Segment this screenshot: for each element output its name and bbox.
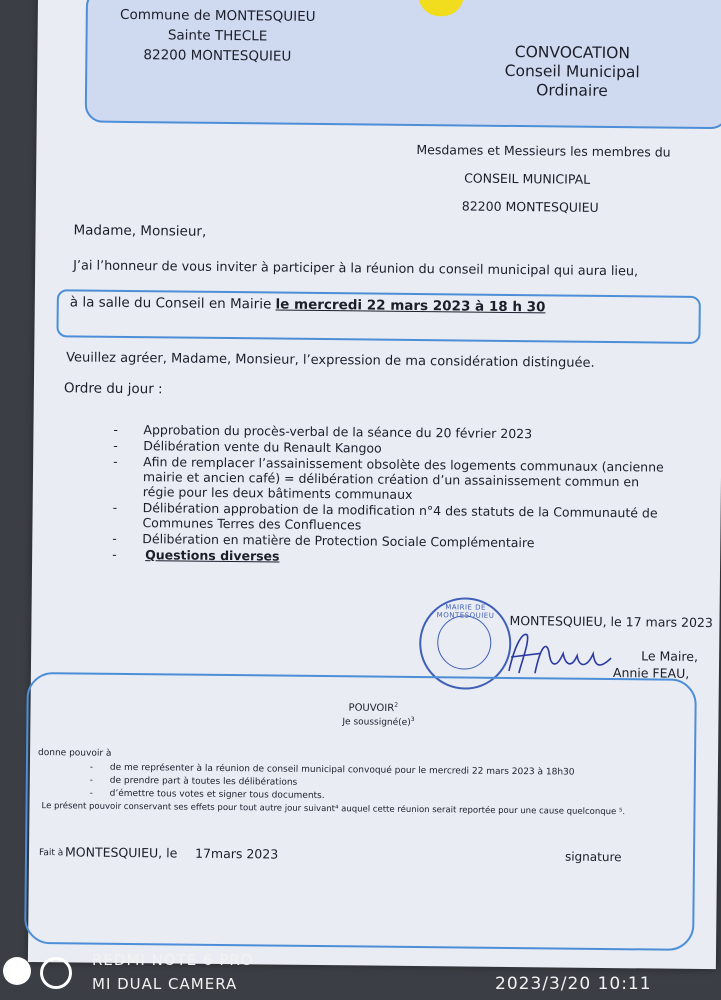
agenda-dash: - [113,437,118,453]
commune-line: Commune de MONTESQUIEU [119,6,316,25]
camera-watermark [0,945,721,1000]
agenda-dash: - [112,546,117,562]
signature-label: signature [564,849,622,865]
camera-logo-filled-circle-icon [3,957,31,985]
commune-line: Sainte THECLE [167,27,268,45]
pouvoir-item: de prendre part à toutes les délibérations [109,775,298,788]
pouvoir-item: de me représenter à la réunion de conseil municipal convoqué pour le mercredi 22 mars 2023 à 18h30 [109,762,575,778]
agenda-item-text: Afin de remplacer l’assainissement obsolète des logements communaux (ancienne mairie et ancien café) = délibération création d’un assainissement commun en régie pour les deux bâtiments communaux [142,454,664,502]
pouvoir-conserve: Le présent pouvoir conservant ses effets pour tout autre jour suivant⁴ auquel cette réunion serait reportée pour une cause quelconque ⁵. [41,801,626,818]
pouvoir-dash: - [89,788,93,799]
agenda-dash: - [112,530,117,546]
pouvoir-item: d’émettre tous votes et signer tous documents. [109,788,325,802]
stamp-inner-ring [437,615,492,670]
agenda-item [113,454,673,505]
soussigne-text: Je soussigné(e) [342,717,411,728]
pouvoir-title-text: POUVOIR [348,702,395,715]
mayor-name: Annie FEAU, [612,665,690,681]
pouvoir-dash: - [89,775,94,786]
addressee-line: CONSEIL MUNICIPAL [464,170,591,187]
footnote-mark: 2 [394,701,399,709]
fait-date: 17mars 2023 [194,845,279,862]
closing-text: Veuillez agréer, Madame, Monsieur, l’expression de ma considération distinguée. [66,350,595,371]
addressee [416,140,717,219]
meeting-date: le mercredi 22 mars 2023 à 18 h 30 [275,296,546,316]
agenda-dash: - [113,453,118,469]
meeting-location: à la salle du Conseil en Mairie [69,294,272,313]
invitation-text: J’ai l’honneur de vous inviter à participer à la réunion du conseil municipal qui aura lieu, [73,258,639,280]
agenda-item-text: Délibération en matière de Protection Sociale Complémentaire [142,531,535,551]
camera-timestamp: 2023/3/20 10:11 [495,974,652,994]
agenda-item-text: Délibération vente du Renault Kangoo [143,438,382,456]
agenda-list [112,422,673,569]
camera-sub: MI DUAL CAMERA [92,975,238,993]
signature-place-date: MONTESQUIEU, le 17 mars 2023 [509,612,713,631]
convocation-line: Ordinaire [536,81,608,100]
addressee-line: 82200 MONTESQUIEU [461,198,599,215]
agenda-item-text: Questions diverses [145,547,280,564]
convocation-line: Conseil Municipal [504,61,640,82]
salutation: Madame, Monsieur, [73,222,207,240]
ordre-du-jour-title: Ordre du jour : [63,380,163,398]
mayor-title: Le Maire, [641,648,699,664]
camera-logo-ring-icon [40,957,72,989]
pouvoir-dash: - [89,762,94,773]
agenda-dash: - [113,421,119,437]
convocation-title [477,43,668,102]
fait-place: MONTESQUIEU, le [64,844,178,861]
fait-a: Fait à [38,848,64,859]
agenda-item-text: Délibération approbation de la modification n°4 des statuts de la Communauté de Communes Terres des Confluences [142,500,658,533]
commune-address [97,5,338,68]
stamp-text: MAIRIE DE MONTESQUIEU [436,603,495,620]
agenda-item [112,500,672,536]
camera-model: REDMI NOTE 6 PRO [92,951,254,969]
addressee-line: Mesdames et Messieurs les membres du [416,141,671,160]
convocation-line: CONVOCATION [514,42,631,63]
commune-line: 82200 MONTESQUIEU [143,47,292,65]
footnote-mark: 3 [410,715,415,723]
soussigne [342,715,414,728]
pouvoir-title [349,701,399,714]
document-page [28,0,721,969]
handwritten-signature [501,623,622,684]
agenda-item-text: Approbation du procès-verbal de la séance du 20 février 2023 [143,422,533,442]
agenda-dash: - [112,499,118,515]
donne-pouvoir: donne pouvoir à [38,748,112,759]
